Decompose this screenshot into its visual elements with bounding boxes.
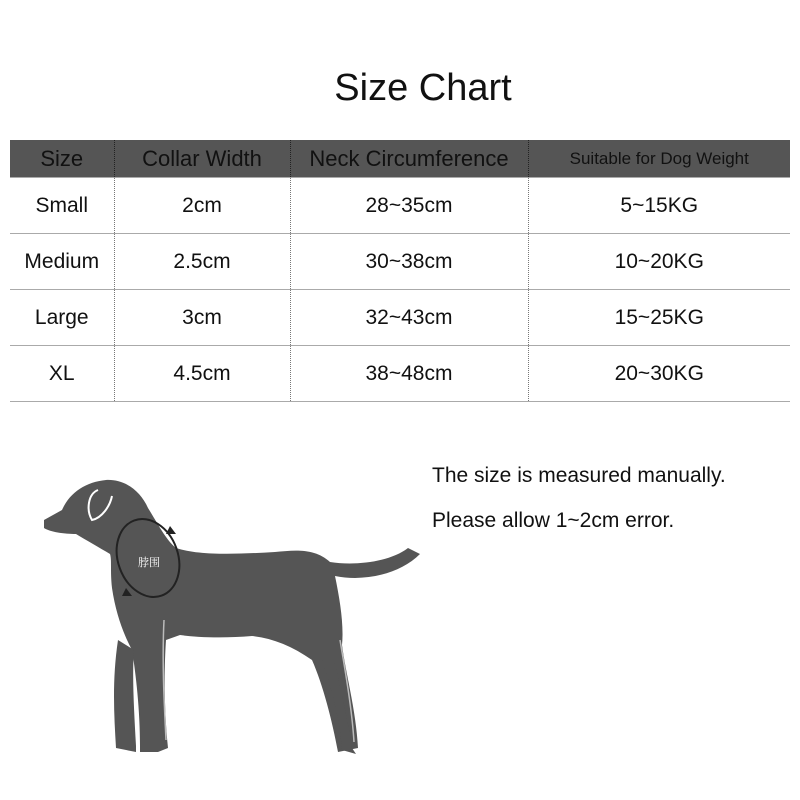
note-error-allowance: Please allow 1~2cm error. — [432, 509, 675, 532]
cell-size: Large — [10, 290, 114, 346]
cell-size: XL — [10, 346, 114, 402]
cell-collar-width: 2.5cm — [114, 234, 290, 290]
cell-neck-circumference: 30~38cm — [290, 234, 528, 290]
cell-dog-weight: 10~20KG — [528, 234, 790, 290]
header-size: Size — [10, 140, 114, 178]
cell-dog-weight: 20~30KG — [528, 346, 790, 402]
table-header-row — [10, 140, 790, 178]
note-measured-manually: The size is measured manually. — [432, 464, 726, 487]
cell-dog-weight: 15~25KG — [528, 290, 790, 346]
header-collar-width: Collar Width — [114, 140, 290, 178]
table-row — [10, 346, 790, 402]
header-dog-weight: Suitable for Dog Weight — [528, 140, 790, 178]
cell-neck-circumference: 38~48cm — [290, 346, 528, 402]
cell-collar-width: 2cm — [114, 178, 290, 234]
cell-collar-width: 4.5cm — [114, 346, 290, 402]
table-row — [10, 178, 790, 234]
cell-size: Medium — [10, 234, 114, 290]
table-row — [10, 234, 790, 290]
table-row — [10, 290, 790, 346]
header-neck-circumference: Neck Circumference — [290, 140, 528, 178]
cell-dog-weight: 5~15KG — [528, 178, 790, 234]
neck-label: 脖围 — [138, 556, 160, 569]
cell-collar-width: 3cm — [114, 290, 290, 346]
cell-neck-circumference: 28~35cm — [290, 178, 528, 234]
cell-size: Small — [10, 178, 114, 234]
cell-neck-circumference: 32~43cm — [290, 290, 528, 346]
size-chart-table — [10, 140, 790, 402]
page-title: Size Chart — [334, 67, 512, 109]
dog-illustration — [40, 470, 430, 770]
dog-silhouette — [44, 480, 420, 754]
